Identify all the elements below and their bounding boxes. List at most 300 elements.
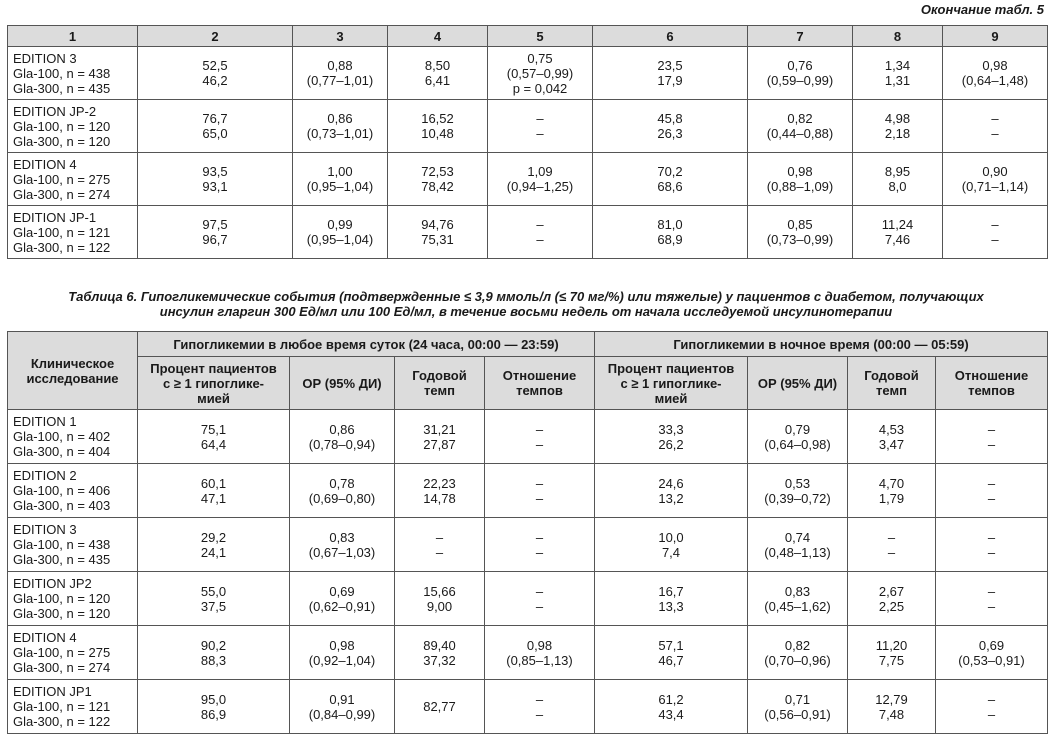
- table-row: [8, 206, 1048, 259]
- cell-line: 4,70: [878, 475, 905, 491]
- table-row: [8, 518, 1048, 572]
- cell-line: 7,4: [661, 544, 681, 560]
- table5-body: [8, 47, 1048, 259]
- cell-line: 95,0: [200, 691, 227, 707]
- value-cell: [943, 153, 1048, 206]
- cell-line: темп: [424, 383, 455, 398]
- value-cell: [748, 626, 848, 680]
- cell-line: –: [536, 126, 544, 141]
- col-header-6: 6: [593, 26, 748, 47]
- cell-line: 55,0: [200, 583, 227, 599]
- cell-line: Gla-100, n = 406: [13, 483, 111, 498]
- cell-line: Gla-300, n = 120: [13, 133, 111, 149]
- col-header-5: 5: [488, 26, 593, 47]
- cell-line: 0,86: [329, 421, 355, 437]
- study-cell: [8, 518, 138, 572]
- cell-line: 11,20: [875, 637, 908, 653]
- value-cell: [395, 680, 485, 734]
- value-cell: [293, 153, 388, 206]
- cell-line: EDITION JP-2: [13, 103, 97, 119]
- cell-line: темпов: [516, 383, 563, 398]
- study-cell: [8, 680, 138, 734]
- cell-line: 0,82: [787, 111, 813, 126]
- cell-line: Gla-300, n = 122: [13, 714, 111, 729]
- cell-line: Gla-300, n = 403: [13, 498, 111, 513]
- value-cell: [848, 572, 936, 626]
- value-cell: [395, 626, 485, 680]
- cell-line: ОР (95% ДИ): [302, 375, 382, 391]
- study-cell: [8, 410, 138, 464]
- cell-line: –: [887, 529, 896, 545]
- value-cell: [943, 100, 1048, 153]
- cell-line: 68,6: [657, 179, 683, 194]
- cell-line: 2,25: [878, 598, 905, 614]
- value-cell: [595, 518, 748, 572]
- cell-line: 8,95: [884, 164, 911, 179]
- subheader-cell: [395, 357, 485, 410]
- value-cell: [138, 572, 290, 626]
- cell-line: 0,82: [784, 637, 811, 653]
- subheader-cell: [138, 357, 290, 410]
- cell-line: Gla-100, n = 438: [13, 65, 111, 81]
- cell-line: 12,79: [875, 691, 908, 707]
- value-cell: [138, 464, 290, 518]
- value-cell: [395, 464, 485, 518]
- value-cell: [595, 680, 748, 734]
- table-row: [8, 100, 1048, 153]
- cell-line: 0,75: [527, 50, 553, 66]
- cell-line: 31,21: [423, 421, 456, 437]
- cell-line: Отношение: [502, 368, 577, 383]
- header-line: исследование: [26, 370, 119, 386]
- value-cell: [853, 100, 943, 153]
- cell-line: 60,1: [200, 475, 227, 491]
- cell-line: (0,78–0,94): [308, 436, 376, 452]
- cell-line: 0,74: [784, 529, 811, 545]
- cell-line: 0,86: [327, 111, 353, 126]
- cell-line: 4,53: [878, 421, 905, 437]
- value-cell: [138, 206, 293, 259]
- cell-line: ОР (95% ДИ): [757, 375, 838, 391]
- cell-line: 0,83: [329, 529, 355, 545]
- value-cell: [936, 572, 1048, 626]
- cell-line: 0,98: [982, 58, 1008, 73]
- value-cell: [748, 518, 848, 572]
- value-cell: [595, 464, 748, 518]
- value-cell: [290, 572, 395, 626]
- value-cell: [395, 572, 485, 626]
- cell-line: 7,46: [884, 232, 911, 247]
- value-cell: [388, 206, 488, 259]
- cell-line: 9,00: [426, 598, 453, 614]
- table6-subheader-row: [8, 357, 1048, 410]
- value-cell: [488, 100, 593, 153]
- value-cell: [748, 464, 848, 518]
- cell-line: 26,2: [658, 436, 684, 452]
- cell-line: p = 0,042: [512, 80, 568, 96]
- cell-line: 57,1: [658, 637, 684, 653]
- value-cell: [848, 464, 936, 518]
- cell-line: (0,73–0,99): [766, 232, 834, 247]
- cell-line: 94,76: [421, 217, 454, 232]
- cell-line: 43,4: [658, 706, 684, 722]
- cell-line: темпов: [968, 383, 1015, 398]
- cell-line: Gla-100, n = 275: [13, 171, 111, 187]
- cell-line: (0,77–1,01): [306, 73, 374, 88]
- cell-line: Gla-300, n = 120: [13, 606, 111, 621]
- value-cell: [848, 518, 936, 572]
- study-cell: [8, 47, 138, 100]
- cell-line: 70,2: [657, 164, 683, 179]
- cell-line: (0,94–1,25): [506, 179, 574, 194]
- col-header-1: 1: [8, 26, 138, 47]
- cell-line: 96,7: [202, 232, 228, 247]
- cell-line: EDITION JP2: [13, 576, 92, 591]
- cell-line: –: [887, 544, 896, 560]
- cell-line: (0,88–1,09): [766, 179, 834, 194]
- value-cell: [290, 410, 395, 464]
- cell-line: Gla-100, n = 275: [13, 645, 111, 660]
- cell-line: –: [991, 111, 999, 126]
- cell-line: 2,67: [878, 583, 905, 599]
- cell-line: 13,3: [658, 598, 684, 614]
- cell-line: –: [991, 217, 999, 232]
- cell-line: 10,0: [658, 529, 684, 545]
- cell-line: Gla-100, n = 120: [13, 591, 111, 606]
- subheader-cell: [595, 357, 748, 410]
- table-row: [8, 572, 1048, 626]
- table-row: [8, 626, 1048, 680]
- value-cell: [593, 206, 748, 259]
- study-cell: [8, 153, 138, 206]
- cell-line: Процент пациентов: [607, 360, 735, 376]
- value-cell: [138, 680, 290, 734]
- cell-line: 78,42: [421, 179, 454, 194]
- cell-line: 37,32: [423, 652, 456, 668]
- cell-line: 37,5: [200, 598, 227, 614]
- cell-line: 0,76: [787, 58, 813, 73]
- cell-line: Годовой: [864, 368, 919, 383]
- cell-line: 0,98: [526, 637, 553, 653]
- table-row: [8, 410, 1048, 464]
- cell-line: 1,34: [884, 58, 911, 73]
- cell-line: 33,3: [658, 421, 684, 437]
- cell-line: (0,73–1,01): [306, 126, 374, 141]
- cell-line: 4,98: [884, 111, 911, 126]
- value-cell: [290, 464, 395, 518]
- cell-line: 1,31: [884, 73, 911, 88]
- value-cell: [593, 100, 748, 153]
- cell-line: –: [535, 706, 544, 722]
- table-6: [7, 331, 1048, 734]
- value-cell: [936, 464, 1048, 518]
- value-cell: [293, 206, 388, 259]
- cell-line: –: [991, 232, 999, 247]
- table-5: [7, 25, 1048, 259]
- caption-line: инсулин гларгин 300 Ед/мл или 100 Ед/мл, в течение восьми недель от начала исследуемой инсулинотерапии: [159, 304, 893, 319]
- cell-line: 0,85: [787, 217, 813, 232]
- value-cell: [748, 680, 848, 734]
- cell-line: 82,77: [423, 699, 456, 714]
- study-cell: [8, 626, 138, 680]
- cell-line: 1,00: [327, 164, 353, 179]
- value-cell: [595, 410, 748, 464]
- cell-line: 52,5: [202, 58, 228, 73]
- cell-line: 46,2: [202, 73, 228, 88]
- cell-line: –: [536, 217, 544, 232]
- value-cell: [138, 100, 293, 153]
- value-cell: [748, 153, 853, 206]
- cell-line: –: [535, 436, 544, 452]
- cell-line: 89,40: [423, 637, 456, 653]
- cell-line: 0,79: [784, 421, 811, 437]
- cell-line: 0,69: [978, 637, 1005, 653]
- value-cell: [395, 410, 485, 464]
- value-cell: [943, 47, 1048, 100]
- cell-line: (0,69–0,80): [308, 490, 376, 506]
- subheader-cell: [848, 357, 936, 410]
- cell-line: –: [987, 691, 996, 707]
- cell-line: 46,7: [658, 652, 684, 668]
- cell-line: –: [987, 706, 996, 722]
- cell-line: 10,48: [421, 126, 454, 141]
- cell-line: 93,5: [202, 164, 228, 179]
- cell-line: 29,2: [200, 529, 227, 545]
- study-cell: [8, 100, 138, 153]
- group-header-night: Гипогликемии в ночное время (00:00 — 05:59): [595, 332, 1048, 357]
- value-cell: [748, 206, 853, 259]
- cell-line: –: [987, 421, 996, 437]
- value-cell: [848, 680, 936, 734]
- value-cell: [593, 47, 748, 100]
- cell-line: (0,62–0,91): [308, 598, 376, 614]
- cell-line: –: [535, 598, 544, 614]
- cell-line: (0,44–0,88): [766, 126, 834, 141]
- cell-line: 1,09: [527, 164, 553, 179]
- cell-line: EDITION 3: [13, 50, 77, 66]
- cell-line: –: [987, 529, 996, 545]
- cell-line: EDITION 4: [13, 156, 77, 172]
- value-cell: [488, 47, 593, 100]
- cell-line: Gla-100, n = 120: [13, 118, 111, 134]
- cell-line: –: [987, 475, 996, 491]
- cell-line: 0,99: [327, 217, 353, 232]
- cell-line: 0,78: [329, 475, 355, 491]
- cell-line: –: [987, 583, 996, 599]
- cell-line: 81,0: [657, 217, 683, 232]
- cell-line: 24,1: [200, 544, 227, 560]
- value-cell: [853, 206, 943, 259]
- cell-line: Процент пациентов: [150, 360, 277, 376]
- table6-caption: [0, 289, 1052, 319]
- value-cell: [593, 153, 748, 206]
- cell-line: (0,48–1,13): [764, 544, 831, 560]
- cell-line: 0,98: [787, 164, 813, 179]
- value-cell: [595, 626, 748, 680]
- cell-line: –: [535, 529, 544, 545]
- cell-line: Gla-300, n = 404: [13, 444, 111, 459]
- subheader-cell: [290, 357, 395, 410]
- cell-line: 61,2: [658, 691, 684, 707]
- cell-line: (0,45–1,62): [764, 598, 831, 614]
- cell-line: 0,98: [329, 637, 355, 653]
- value-cell: [290, 518, 395, 572]
- cell-line: 11,24: [881, 217, 914, 232]
- value-cell: [138, 47, 293, 100]
- cell-line: (0,70–0,96): [764, 652, 831, 668]
- cell-line: (0,95–1,04): [306, 232, 374, 247]
- cell-line: 26,3: [657, 126, 683, 141]
- subheader-cell: [485, 357, 595, 410]
- continuation-label: Окончание табл. 5: [920, 2, 1044, 17]
- cell-line: (0,71–1,14): [961, 179, 1029, 194]
- value-cell: [748, 100, 853, 153]
- cell-line: 88,3: [200, 652, 227, 668]
- cell-line: Gla-100, n = 402: [13, 429, 111, 444]
- col-header-2: 2: [138, 26, 293, 47]
- cell-line: (0,57–0,99): [506, 65, 574, 81]
- cell-line: с ≥ 1 гипоглике-: [620, 375, 722, 391]
- table5-header-row: [8, 26, 1048, 47]
- cell-line: мией: [197, 390, 230, 406]
- cell-line: 23,5: [657, 58, 683, 73]
- value-cell: [293, 100, 388, 153]
- subheader-cell: [748, 357, 848, 410]
- value-cell: [943, 206, 1048, 259]
- study-cell: [8, 206, 138, 259]
- cell-line: 64,4: [200, 436, 227, 452]
- cell-line: 0,88: [327, 58, 353, 73]
- cell-line: EDITION 2: [13, 468, 77, 483]
- cell-line: EDITION 1: [13, 414, 77, 429]
- value-cell: [388, 100, 488, 153]
- study-cell: [8, 464, 138, 518]
- table6-group-row: [8, 332, 1048, 357]
- header-line: Клиническое: [30, 355, 115, 371]
- cell-line: Gla-100, n = 121: [13, 224, 111, 240]
- cell-line: –: [536, 111, 544, 126]
- value-cell: [848, 626, 936, 680]
- value-cell: [485, 410, 595, 464]
- cell-line: –: [987, 544, 996, 560]
- value-cell: [395, 518, 485, 572]
- cell-line: темп: [876, 383, 907, 398]
- cell-line: 0,71: [784, 691, 811, 707]
- cell-line: 72,53: [421, 164, 454, 179]
- cell-line: –: [535, 490, 544, 506]
- cell-line: 7,75: [878, 652, 905, 668]
- value-cell: [138, 153, 293, 206]
- value-cell: [138, 518, 290, 572]
- cell-line: 8,0: [888, 179, 907, 194]
- cell-line: 15,66: [423, 583, 456, 599]
- table-row: [8, 153, 1048, 206]
- cell-line: –: [535, 475, 544, 491]
- cell-line: 22,23: [423, 475, 456, 491]
- col-header-8: 8: [853, 26, 943, 47]
- cell-line: 13,2: [658, 490, 684, 506]
- cell-line: 86,9: [200, 706, 227, 722]
- cell-line: Отношение: [954, 368, 1029, 383]
- value-cell: [485, 464, 595, 518]
- value-cell: [138, 410, 290, 464]
- value-cell: [748, 572, 848, 626]
- cell-line: 0,90: [982, 164, 1008, 179]
- cell-line: 45,8: [657, 111, 683, 126]
- cell-line: (0,67–1,03): [308, 544, 376, 560]
- value-cell: [748, 47, 853, 100]
- value-cell: [936, 518, 1048, 572]
- cell-line: 7,48: [878, 706, 905, 722]
- col-header-3: 3: [293, 26, 388, 47]
- cell-line: (0,53–0,91): [958, 652, 1025, 668]
- value-cell: [853, 153, 943, 206]
- col-header-9: 9: [943, 26, 1048, 47]
- cell-line: 75,31: [421, 232, 454, 247]
- value-cell: [936, 680, 1048, 734]
- value-cell: [848, 410, 936, 464]
- cell-line: –: [535, 421, 544, 437]
- cell-line: 65,0: [202, 126, 228, 141]
- value-cell: [488, 153, 593, 206]
- value-cell: [388, 153, 488, 206]
- cell-line: Gla-300, n = 274: [13, 660, 111, 675]
- cell-line: Gla-300, n = 435: [13, 552, 111, 567]
- cell-line: (0,95–1,04): [306, 179, 374, 194]
- cell-line: 47,1: [200, 490, 227, 506]
- col-header-study: [8, 332, 138, 410]
- cell-line: –: [535, 583, 544, 599]
- value-cell: [485, 680, 595, 734]
- cell-line: –: [535, 544, 544, 560]
- cell-line: 27,87: [423, 436, 456, 452]
- cell-line: (0,64–1,48): [961, 73, 1029, 88]
- value-cell: [936, 410, 1048, 464]
- cell-line: Gla-300, n = 274: [13, 186, 111, 202]
- cell-line: –: [535, 691, 544, 707]
- table6-body: [8, 410, 1048, 734]
- value-cell: [293, 47, 388, 100]
- cell-line: 68,9: [657, 232, 683, 247]
- cell-line: 97,5: [202, 217, 228, 232]
- cell-line: Gla-100, n = 121: [13, 699, 111, 714]
- cell-line: –: [435, 529, 444, 545]
- cell-line: EDITION 4: [13, 630, 77, 645]
- subheader-cell: [936, 357, 1048, 410]
- value-cell: [290, 680, 395, 734]
- cell-line: Gla-300, n = 122: [13, 239, 111, 255]
- value-cell: [936, 626, 1048, 680]
- value-cell: [595, 572, 748, 626]
- cell-line: –: [987, 598, 996, 614]
- value-cell: [388, 47, 488, 100]
- cell-line: Годовой: [412, 368, 467, 383]
- cell-line: 3,47: [878, 436, 905, 452]
- cell-line: (0,85–1,13): [506, 652, 573, 668]
- cell-line: 90,2: [200, 637, 227, 653]
- cell-line: EDITION JP-1: [13, 209, 97, 225]
- value-cell: [138, 626, 290, 680]
- cell-line: 93,1: [202, 179, 228, 194]
- cell-line: Gla-100, n = 438: [13, 537, 111, 552]
- value-cell: [488, 206, 593, 259]
- cell-line: 24,6: [658, 475, 684, 491]
- cell-line: EDITION JP1: [13, 684, 92, 699]
- cell-line: (0,39–0,72): [764, 490, 831, 506]
- table-row: [8, 680, 1048, 734]
- cell-line: с ≥ 1 гипоглике-: [162, 375, 265, 391]
- cell-line: (0,92–1,04): [308, 652, 376, 668]
